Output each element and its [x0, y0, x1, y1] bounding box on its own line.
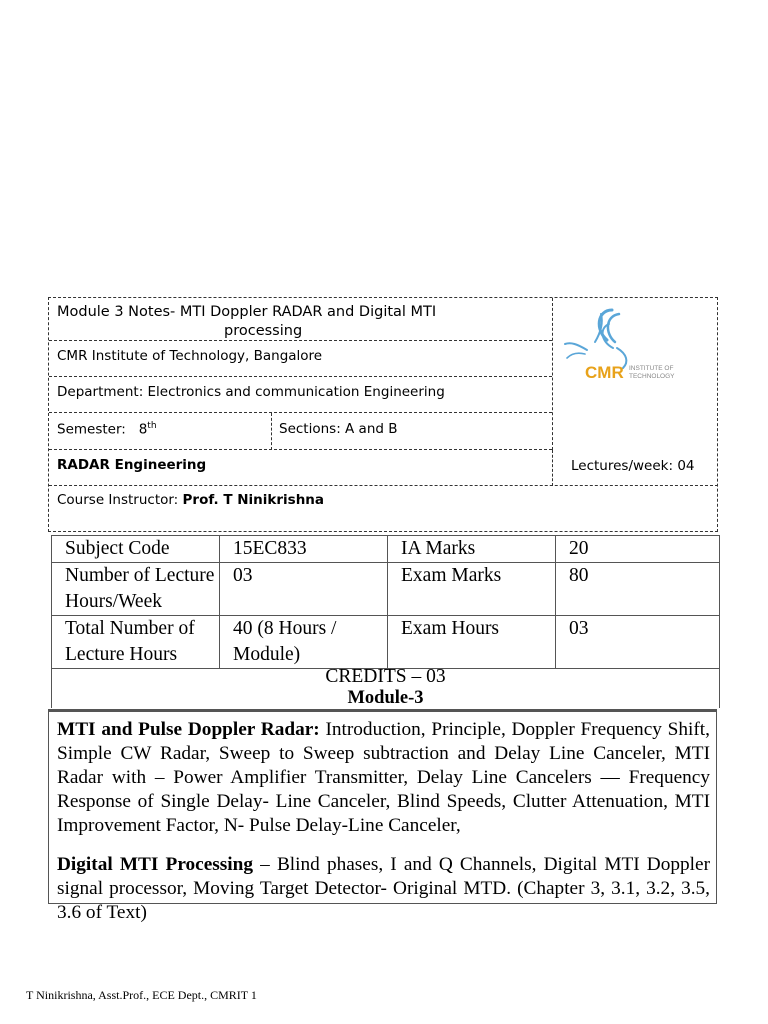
- table-cell: Exam Marks: [388, 563, 556, 616]
- title-row: [49, 298, 552, 341]
- credits-box: [51, 666, 720, 708]
- semester-row: [49, 413, 552, 450]
- p1-body: Introduction, Principle, Doppler Frequency Shift, Simple CW Radar, Sweep to Sweep subtraction and Delay Line Canceler, MTI Radar with – Power Amplifier Transmitter, Delay Line Cancelers — Frequency Response of Single Delay- Line Canceler, Blind Speeds, Clutter Attenuation, MTI Improvement Factor, N- Pulse Delay-Line Canceler,: [57, 719, 710, 836]
- instructor-row: [49, 486, 718, 531]
- semester-sup: th: [147, 421, 157, 431]
- table-cell: 15EC833: [220, 536, 388, 563]
- page-footer: T Ninikrishna, Asst.Prof., ECE Dept., CMRIT 1: [26, 988, 257, 1002]
- logo-brand: CMR: [585, 363, 624, 382]
- syllabus-box: [48, 709, 717, 923]
- lectures-divider: [552, 450, 553, 486]
- table-cell: Exam Hours: [388, 616, 556, 669]
- subject-table: [51, 535, 720, 669]
- department-row: [49, 377, 552, 413]
- semester-divider: [271, 413, 272, 450]
- instructor-text: [57, 492, 324, 508]
- table-cell: 80: [556, 563, 720, 616]
- doc-title-line1: Module 3 Notes- MTI Doppler RADAR and Digital MTI: [57, 304, 437, 320]
- institute-text: CMR Institute of Technology, Bangalore: [57, 348, 323, 364]
- table-cell: Subject Code: [52, 536, 220, 563]
- instructor-label: Course Instructor:: [57, 492, 183, 508]
- semester-text: [57, 421, 157, 438]
- table-cell: Number of Lecture Hours/Week: [52, 563, 220, 616]
- table-cell: 03: [220, 563, 388, 616]
- table-cell: 40 (8 Hours / Module): [220, 616, 388, 669]
- logo-cell: [552, 298, 718, 450]
- syllabus-paragraph-1: [57, 718, 710, 838]
- p2-title: Digital MTI Processing: [57, 854, 254, 875]
- lectures-text: Lectures/week: 04: [571, 458, 695, 474]
- cmr-logo: [557, 302, 687, 392]
- p2-body: – Blind phases, I and Q Channels, Digital MTI Doppler signal processor, Moving Target Detector- Original MTD. (Chapter 3, 3.1, 3.2, 3.5, 3.6 of Text): [57, 854, 710, 923]
- sections-text: Sections: A and B: [279, 421, 398, 437]
- table-row: [52, 616, 720, 669]
- module-heading: Module-3: [347, 688, 424, 708]
- swan-icon: [565, 310, 626, 368]
- logo-line2: TECHNOLOGY: [629, 373, 675, 380]
- syllabus-paragraph-2: [57, 853, 710, 925]
- credits-text: CREDITS – 03: [325, 666, 446, 687]
- table-cell: Total Number of Lecture Hours: [52, 616, 220, 669]
- instructor-name: Prof. T Ninikrishna: [182, 492, 325, 508]
- department-text: Department: Electronics and communication Engineering: [57, 384, 445, 400]
- table-row: [52, 536, 720, 563]
- semester-label: Semester:: [57, 421, 126, 438]
- p1-title: MTI and Pulse Doppler Radar:: [57, 719, 320, 740]
- doc-title-line2: processing: [224, 323, 303, 339]
- table-cell: IA Marks: [388, 536, 556, 563]
- course-row: [49, 450, 718, 486]
- semester-value: 8: [138, 421, 148, 438]
- logo-line1: INSTITUTE OF: [629, 365, 674, 372]
- course-name: RADAR Engineering: [57, 457, 207, 473]
- table-row: [52, 563, 720, 616]
- table-cell: 20: [556, 536, 720, 563]
- header-box: [48, 297, 718, 532]
- table-cell: 03: [556, 616, 720, 669]
- institute-row: [49, 341, 552, 377]
